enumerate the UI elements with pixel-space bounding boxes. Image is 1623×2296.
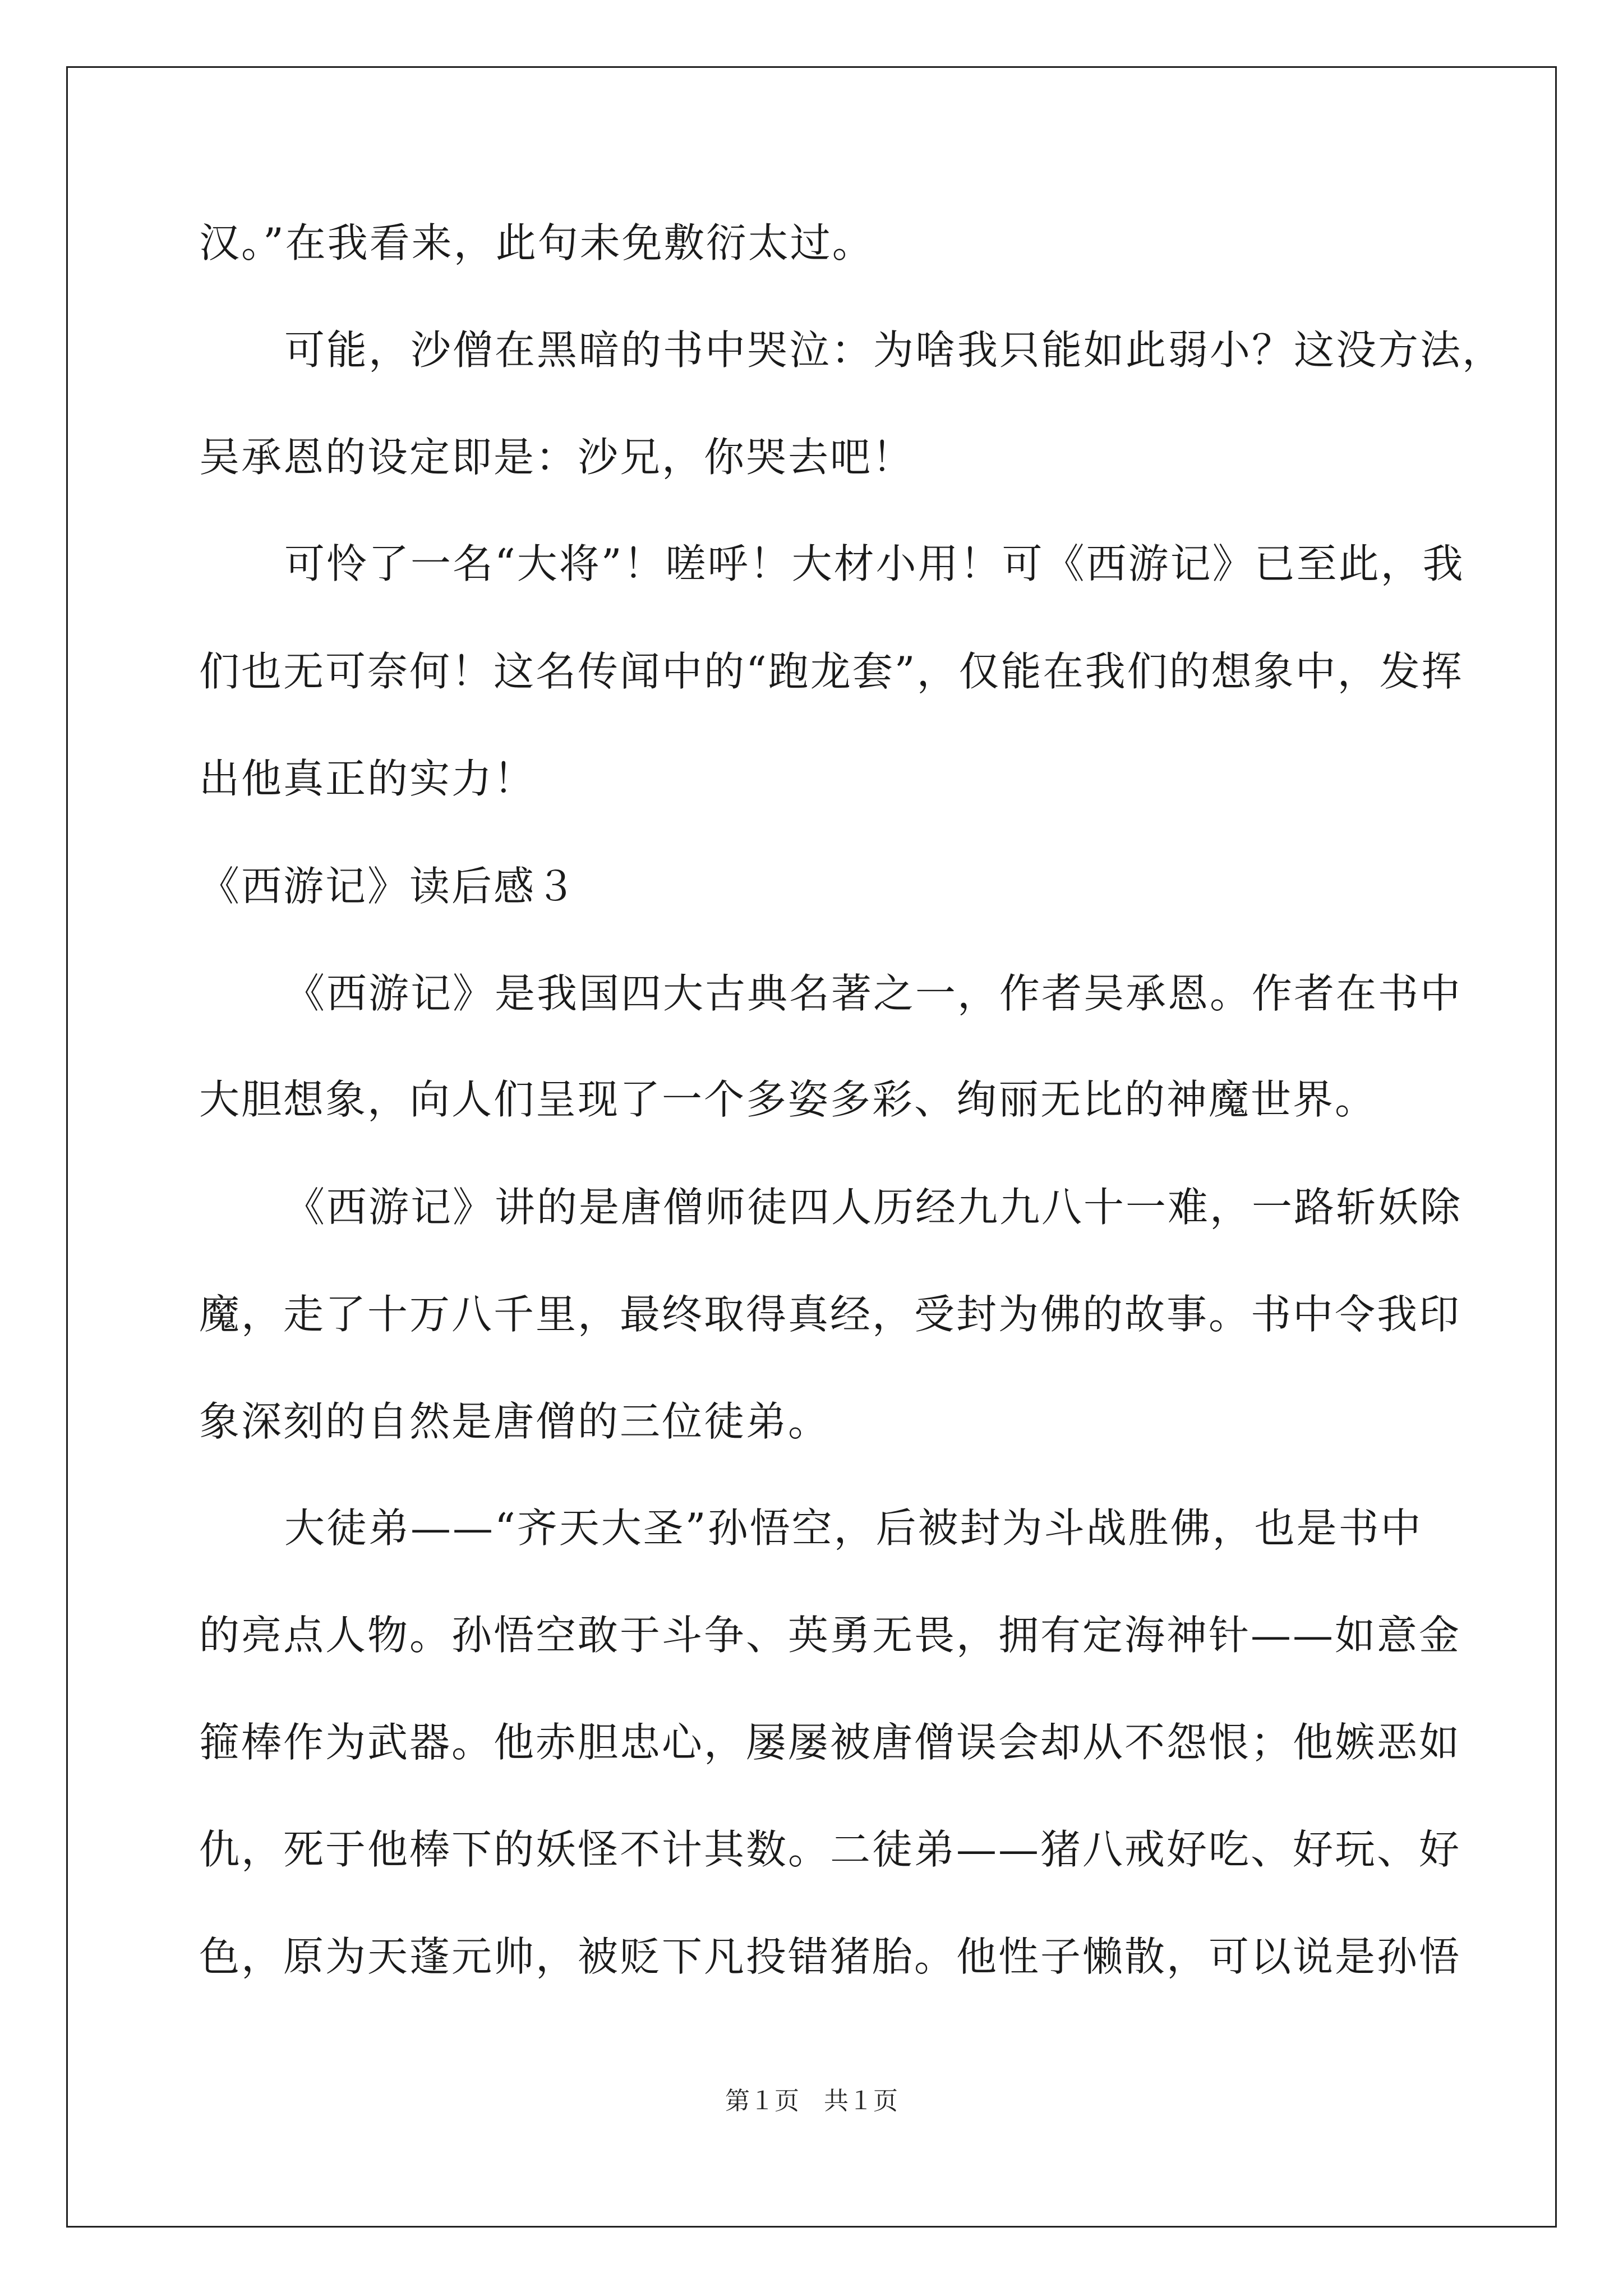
text-line: 出他真正的实力！ xyxy=(199,755,536,802)
page-border xyxy=(66,66,1557,2228)
text-line: 箍棒作为武器。他赤胆忠心，屡屡被唐僧误会却从不怨恨；他嫉恶如 xyxy=(199,1719,1461,1766)
text-line: 吴承恩的设定即是：沙兄，你哭去吧！ xyxy=(199,434,915,481)
text-line: 象深刻的自然是唐僧的三位徒弟。 xyxy=(199,1398,831,1445)
text-line: 《西游记》是我国四大古典名著之一，作者吴承恩。作者在书中 xyxy=(284,970,1463,1017)
text-line: 可能，沙僧在黑暗的书中哭泣：为啥我只能如此弱小？这没方法， xyxy=(284,326,1505,374)
page-number-footer: 第１页 共１页 xyxy=(725,2087,898,2115)
text-line: 汉。”在我看来，此句未免敷衍太过。 xyxy=(199,219,874,266)
text-line: 色，原为天蓬元帅，被贬下凡投错猪胎。他性子懒散，可以说是孙悟 xyxy=(199,1933,1461,1980)
text-line: 的亮点人物。孙悟空敢于斗争、英勇无畏，拥有定海神针——如意金 xyxy=(199,1612,1461,1659)
section-heading: 《西游记》读后感３ xyxy=(199,863,578,910)
text-line: 们也无可奈何！这名传闻中的“跑龙套”，仅能在我们的想象中，发挥 xyxy=(199,648,1464,695)
text-line: 大胆想象，向人们呈现了一个多姿多彩、绚丽无比的神魔世界。 xyxy=(199,1076,1377,1123)
text-line: 仇，死于他棒下的妖怪不计其数。二徒弟——猪八戒好吃、好玩、好 xyxy=(199,1826,1461,1873)
text-line: 大徒弟——“齐天大圣”孙悟空，后被封为斗战胜佛，也是书中 xyxy=(284,1504,1423,1552)
text-line: 可怜了一名“大将”！嗟呼！大材小用！可《西游记》已至此，我 xyxy=(284,540,1465,587)
text-line: 《西游记》讲的是唐僧师徒四人历经九九八十一难，一路斩妖除 xyxy=(284,1184,1463,1231)
text-line: 魔，走了十万八千里，最终取得真经，受封为佛的故事。书中令我印 xyxy=(199,1291,1461,1338)
